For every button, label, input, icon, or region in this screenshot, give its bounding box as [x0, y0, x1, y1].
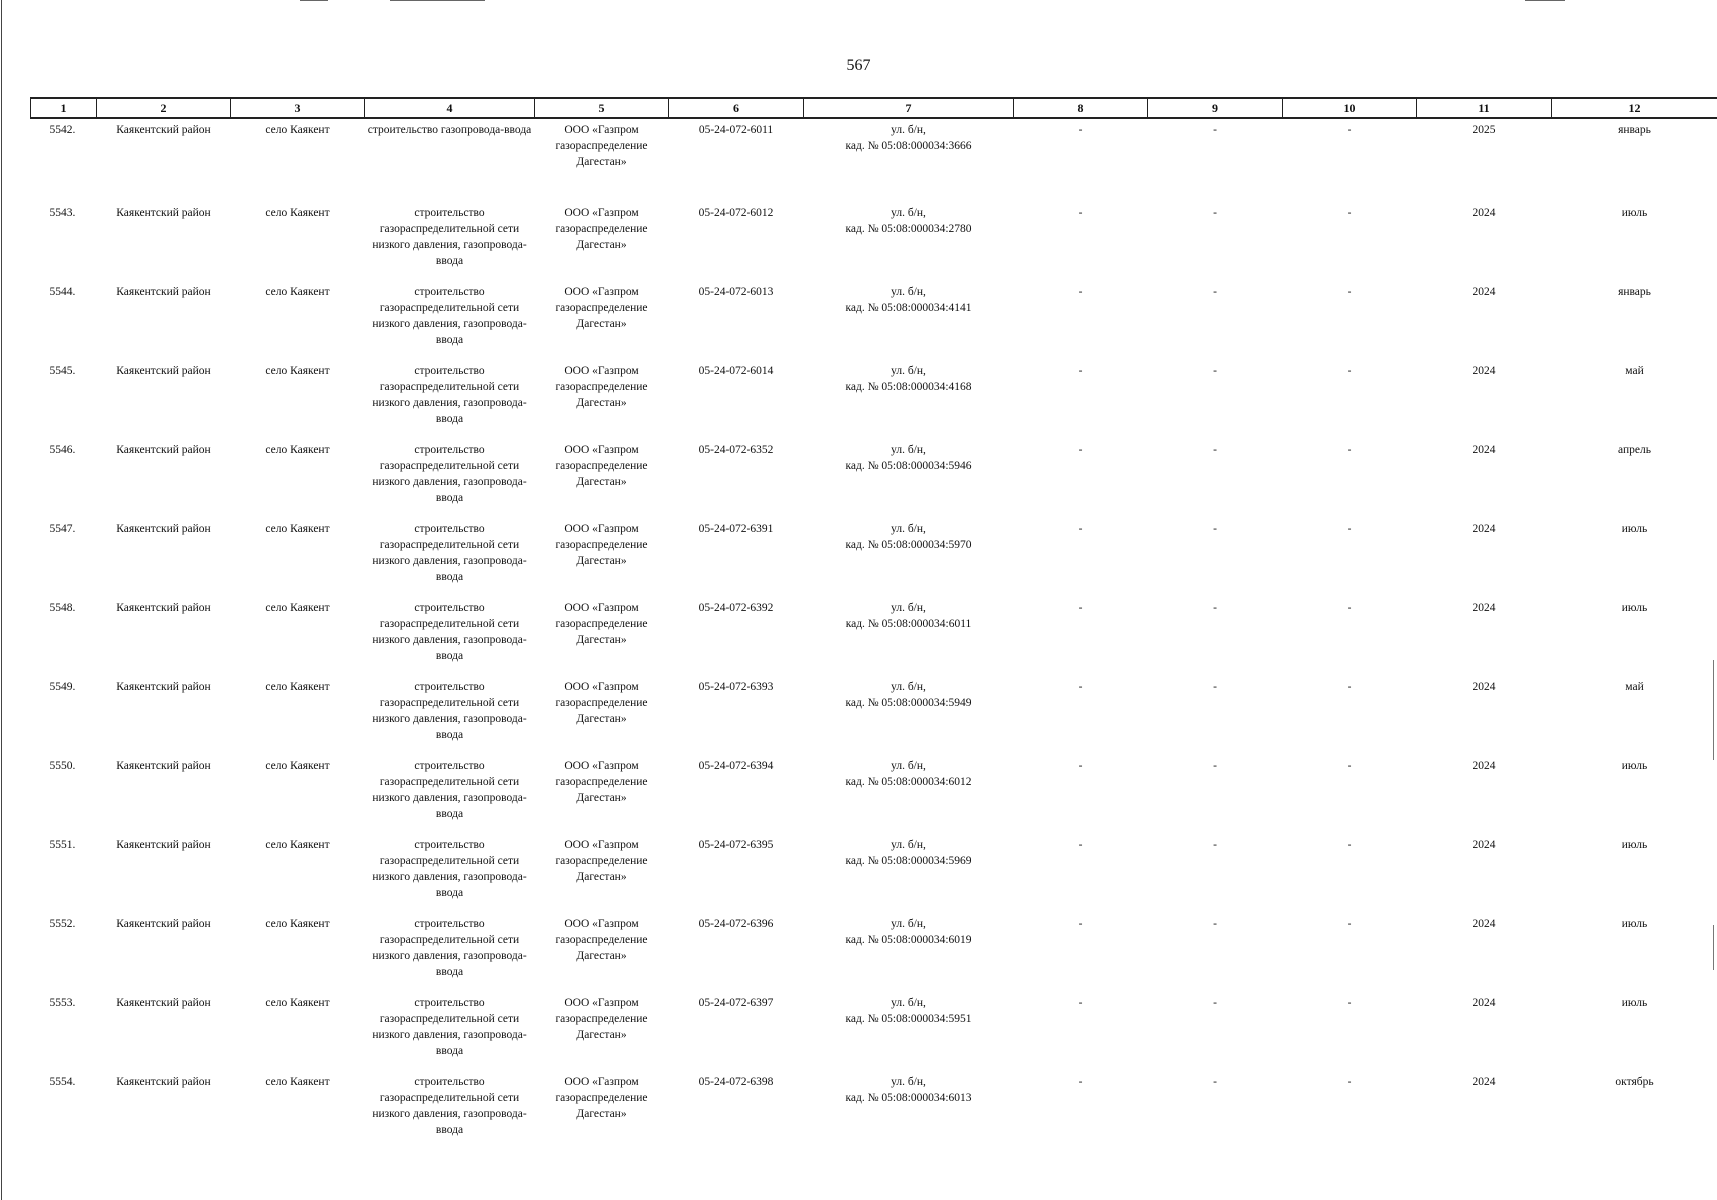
address-cadastral-number: кад. № 05:08:000034:6011 — [845, 618, 972, 630]
table-row — [31, 985, 1717, 1064]
registry-code-cell: 05-24-072-6012 — [698, 207, 774, 219]
column-header: 2 — [97, 98, 231, 118]
work-description-cell: строительство газопровода-ввода — [367, 124, 532, 136]
work-description-cell: строительство газораспределительной сети низкого давления, газопровода-ввода — [372, 602, 527, 662]
district-cell: Каякентский район — [116, 918, 211, 930]
row-number: 5554. — [49, 1076, 76, 1088]
address-street: ул. б/н, — [891, 839, 926, 851]
locality-cell: село Каякент — [265, 760, 330, 772]
month-cell: май — [1625, 365, 1644, 377]
row-number: 5550. — [49, 760, 76, 772]
column-9-cell: - — [1213, 1076, 1217, 1088]
page-number: 567 — [846, 57, 871, 74]
district-cell: Каякентский район — [116, 124, 211, 136]
column-9-cell: - — [1213, 286, 1217, 298]
table-row — [31, 906, 1717, 985]
locality-cell: село Каякент — [265, 207, 330, 219]
address-street: ул. б/н, — [891, 365, 926, 377]
address-cadastral-number: кад. № 05:08:000034:4141 — [845, 302, 972, 314]
year-cell: 2024 — [1472, 207, 1496, 219]
year-cell: 2024 — [1472, 602, 1496, 614]
row-number: 5548. — [49, 602, 76, 614]
column-10-cell: - — [1347, 124, 1352, 136]
organization-cell: ООО «Газпром газораспределение Дагестан» — [555, 997, 648, 1041]
scan-top-mark — [1525, 0, 1565, 1]
scan-left-border — [1, 0, 2, 1200]
address-street: ул. б/н, — [891, 124, 926, 136]
address-cell — [804, 985, 1014, 1064]
row-number: 5546. — [49, 444, 76, 456]
month-cell: июль — [1621, 918, 1648, 930]
table-row — [31, 511, 1717, 590]
column-9-cell: - — [1213, 444, 1217, 456]
address-cell — [804, 274, 1014, 353]
address-street: ул. б/н, — [891, 444, 926, 456]
address-street: ул. б/н, — [891, 1076, 926, 1088]
column-header: 9 — [1148, 98, 1283, 118]
registry-code-cell: 05-24-072-6394 — [698, 760, 774, 772]
organization-cell: ООО «Газпром газораспределение Дагестан» — [555, 286, 648, 330]
district-cell: Каякентский район — [116, 997, 211, 1009]
locality-cell: село Каякент — [265, 839, 330, 851]
column-8-cell: - — [1078, 997, 1083, 1009]
year-cell: 2024 — [1472, 681, 1496, 693]
column-10-cell: - — [1347, 997, 1352, 1009]
column-10-cell: - — [1347, 602, 1352, 614]
table-row — [31, 748, 1717, 827]
column-header: 11 — [1417, 98, 1552, 118]
table-row — [31, 590, 1717, 669]
address-cell — [804, 118, 1014, 195]
work-description-cell: строительство газораспределительной сети низкого давления, газопровода-ввода — [372, 681, 527, 741]
row-number: 5547. — [49, 523, 76, 535]
district-cell: Каякентский район — [116, 681, 211, 693]
organization-cell: ООО «Газпром газораспределение Дагестан» — [555, 207, 648, 251]
work-description-cell: строительство газораспределительной сети низкого давления, газопровода-ввода — [372, 839, 527, 899]
work-description-cell: строительство газораспределительной сети низкого давления, газопровода-ввода — [372, 286, 527, 346]
row-number: 5544. — [49, 286, 76, 298]
locality-cell: село Каякент — [265, 523, 330, 535]
column-10-cell: - — [1347, 286, 1352, 298]
address-street: ул. б/н, — [891, 602, 926, 614]
year-cell: 2024 — [1472, 997, 1496, 1009]
column-9-cell: - — [1213, 523, 1217, 535]
column-9-cell: - — [1213, 681, 1217, 693]
organization-cell: ООО «Газпром газораспределение Дагестан» — [555, 839, 648, 883]
column-9-cell: - — [1213, 602, 1217, 614]
locality-cell: село Каякент — [265, 365, 330, 377]
year-cell: 2025 — [1472, 124, 1496, 136]
address-cell — [804, 1064, 1014, 1143]
locality-cell: село Каякент — [265, 286, 330, 298]
address-cell — [804, 590, 1014, 669]
month-cell: май — [1625, 681, 1644, 693]
month-cell: июль — [1621, 523, 1648, 535]
work-description-cell: строительство газораспределительной сети низкого давления, газопровода-ввода — [372, 444, 527, 504]
organization-cell: ООО «Газпром газораспределение Дагестан» — [555, 1076, 648, 1120]
column-header: 8 — [1014, 98, 1148, 118]
work-description-cell: строительство газораспределительной сети низкого давления, газопровода-ввода — [372, 760, 527, 820]
row-number: 5551. — [49, 839, 76, 851]
month-cell: июль — [1621, 207, 1648, 219]
table-body — [31, 118, 1717, 1143]
row-number: 5542. — [49, 124, 76, 136]
column-header: 10 — [1283, 98, 1417, 118]
organization-cell: ООО «Газпром газораспределение Дагестан» — [555, 602, 648, 646]
column-8-cell: - — [1078, 760, 1083, 772]
address-cadastral-number: кад. № 05:08:000034:5951 — [845, 1013, 972, 1025]
column-9-cell: - — [1213, 760, 1217, 772]
year-cell: 2024 — [1472, 286, 1496, 298]
month-cell: июль — [1621, 997, 1648, 1009]
column-8-cell: - — [1078, 444, 1083, 456]
registry-code-cell: 05-24-072-6352 — [698, 444, 774, 456]
district-cell: Каякентский район — [116, 839, 211, 851]
table-row — [31, 1064, 1717, 1143]
address-cell — [804, 195, 1014, 274]
address-cadastral-number: кад. № 05:08:000034:2780 — [845, 223, 972, 235]
district-cell: Каякентский район — [116, 760, 211, 772]
address-cell — [804, 432, 1014, 511]
registry-code-cell: 05-24-072-6398 — [698, 1076, 774, 1088]
column-10-cell: - — [1347, 918, 1352, 930]
district-cell: Каякентский район — [116, 1076, 211, 1088]
column-10-cell: - — [1347, 1076, 1352, 1088]
organization-cell: ООО «Газпром газораспределение Дагестан» — [555, 681, 648, 725]
address-cell — [804, 748, 1014, 827]
work-description-cell: строительство газораспределительной сети низкого давления, газопровода-ввода — [372, 365, 527, 425]
address-cadastral-number: кад. № 05:08:000034:5969 — [845, 855, 972, 867]
registry-code-cell: 05-24-072-6011 — [698, 124, 774, 136]
column-header: 3 — [231, 98, 365, 118]
address-street: ул. б/н, — [891, 523, 926, 535]
registry-code-cell: 05-24-072-6013 — [698, 286, 774, 298]
locality-cell: село Каякент — [265, 1076, 330, 1088]
organization-cell: ООО «Газпром газораспределение Дагестан» — [555, 365, 648, 409]
column-8-cell: - — [1078, 918, 1083, 930]
column-10-cell: - — [1347, 444, 1352, 456]
locality-cell: село Каякент — [265, 124, 330, 136]
column-header: 12 — [1552, 98, 1717, 118]
address-street: ул. б/н, — [891, 918, 926, 930]
month-cell: июль — [1621, 602, 1648, 614]
organization-cell: ООО «Газпром газораспределение Дагестан» — [555, 918, 648, 962]
organization-cell: ООО «Газпром газораспределение Дагестан» — [555, 523, 648, 567]
column-8-cell: - — [1078, 124, 1083, 136]
registry-code-cell: 05-24-072-6395 — [698, 839, 774, 851]
address-cadastral-number: кад. № 05:08:000034:6019 — [845, 934, 972, 946]
year-cell: 2024 — [1472, 918, 1496, 930]
work-description-cell: строительство газораспределительной сети низкого давления, газопровода-ввода — [372, 997, 527, 1057]
work-description-cell: строительство газораспределительной сети низкого давления, газопровода-ввода — [372, 207, 527, 267]
work-description-cell: строительство газораспределительной сети низкого давления, газопровода-ввода — [372, 918, 527, 978]
table-row — [31, 432, 1717, 511]
month-cell: июль — [1621, 760, 1648, 772]
address-cadastral-number: кад. № 05:08:000034:6012 — [845, 776, 972, 788]
address-cadastral-number: кад. № 05:08:000034:5949 — [845, 697, 972, 709]
address-cell — [804, 906, 1014, 985]
column-10-cell: - — [1347, 681, 1352, 693]
row-number: 5552. — [49, 918, 76, 930]
address-cell — [804, 669, 1014, 748]
year-cell: 2024 — [1472, 839, 1496, 851]
month-cell: январь — [1618, 286, 1651, 298]
scan-top-mark — [300, 0, 328, 1]
column-header: 1 — [31, 98, 97, 118]
column-8-cell: - — [1078, 681, 1083, 693]
column-10-cell: - — [1347, 839, 1352, 851]
column-header: 6 — [669, 98, 804, 118]
address-cadastral-number: кад. № 05:08:000034:6013 — [845, 1092, 972, 1104]
column-9-cell: - — [1213, 918, 1217, 930]
address-cell — [804, 353, 1014, 432]
column-9-cell: - — [1213, 365, 1217, 377]
address-street: ул. б/н, — [891, 760, 926, 772]
year-cell: 2024 — [1472, 365, 1496, 377]
registry-code-cell: 05-24-072-6392 — [698, 602, 774, 614]
address-street: ул. б/н, — [891, 997, 926, 1009]
column-10-cell: - — [1347, 207, 1352, 219]
column-8-cell: - — [1078, 1076, 1083, 1088]
year-cell: 2024 — [1472, 760, 1496, 772]
address-cadastral-number: кад. № 05:08:000034:3666 — [845, 140, 972, 152]
column-header: 5 — [535, 98, 669, 118]
column-8-cell: - — [1078, 207, 1083, 219]
work-description-cell: строительство газораспределительной сети низкого давления, газопровода-ввода — [372, 1076, 527, 1136]
district-cell: Каякентский район — [116, 444, 211, 456]
row-number: 5549. — [49, 681, 76, 693]
column-9-cell: - — [1213, 124, 1217, 136]
address-cadastral-number: кад. № 05:08:000034:4168 — [845, 381, 972, 393]
district-cell: Каякентский район — [116, 286, 211, 298]
organization-cell: ООО «Газпром газораспределение Дагестан» — [555, 444, 648, 488]
column-9-cell: - — [1213, 997, 1217, 1009]
address-cadastral-number: кад. № 05:08:000034:5970 — [845, 539, 972, 551]
month-cell: июль — [1621, 839, 1648, 851]
address-street: ул. б/н, — [891, 207, 926, 219]
scan-top-mark — [390, 0, 485, 1]
organization-cell: ООО «Газпром газораспределение Дагестан» — [555, 760, 648, 804]
locality-cell: село Каякент — [265, 681, 330, 693]
district-cell: Каякентский район — [116, 365, 211, 377]
table-row — [31, 274, 1717, 353]
column-8-cell: - — [1078, 365, 1083, 377]
table-row — [31, 353, 1717, 432]
column-8-cell: - — [1078, 523, 1083, 535]
organization-cell: ООО «Газпром газораспределение Дагестан» — [555, 124, 648, 168]
address-cell — [804, 511, 1014, 590]
work-description-cell: строительство газораспределительной сети низкого давления, газопровода-ввода — [372, 523, 527, 583]
register-table — [30, 97, 1717, 1143]
address-cadastral-number: кад. № 05:08:000034:5946 — [845, 460, 972, 472]
column-10-cell: - — [1347, 365, 1352, 377]
column-8-cell: - — [1078, 839, 1083, 851]
row-number: 5543. — [49, 207, 76, 219]
row-number: 5553. — [49, 997, 76, 1009]
month-cell: апрель — [1618, 444, 1651, 456]
address-street: ул. б/н, — [891, 681, 926, 693]
registry-code-cell: 05-24-072-6014 — [698, 365, 774, 377]
table-row — [31, 669, 1717, 748]
address-cell — [804, 827, 1014, 906]
column-8-cell: - — [1078, 286, 1083, 298]
registry-code-cell: 05-24-072-6396 — [698, 918, 774, 930]
month-cell: октябрь — [1615, 1076, 1654, 1088]
locality-cell: село Каякент — [265, 997, 330, 1009]
table-row — [31, 195, 1717, 274]
locality-cell: село Каякент — [265, 918, 330, 930]
column-10-cell: - — [1347, 760, 1352, 772]
locality-cell: село Каякент — [265, 444, 330, 456]
registry-code-cell: 05-24-072-6397 — [698, 997, 774, 1009]
year-cell: 2024 — [1472, 523, 1496, 535]
table-row — [31, 118, 1717, 195]
district-cell: Каякентский район — [116, 602, 211, 614]
column-header-row — [31, 98, 1717, 118]
address-street: ул. б/н, — [891, 286, 926, 298]
column-9-cell: - — [1213, 207, 1217, 219]
column-10-cell: - — [1347, 523, 1352, 535]
year-cell: 2024 — [1472, 444, 1496, 456]
column-header: 4 — [365, 98, 535, 118]
month-cell: январь — [1618, 124, 1651, 136]
row-number: 5545. — [49, 365, 76, 377]
registry-code-cell: 05-24-072-6393 — [698, 681, 774, 693]
locality-cell: село Каякент — [265, 602, 330, 614]
table-row — [31, 827, 1717, 906]
district-cell: Каякентский район — [116, 207, 211, 219]
year-cell: 2024 — [1472, 1076, 1496, 1088]
district-cell: Каякентский район — [116, 523, 211, 535]
column-8-cell: - — [1078, 602, 1083, 614]
column-9-cell: - — [1213, 839, 1217, 851]
column-header: 7 — [804, 98, 1014, 118]
registry-code-cell: 05-24-072-6391 — [698, 523, 774, 535]
